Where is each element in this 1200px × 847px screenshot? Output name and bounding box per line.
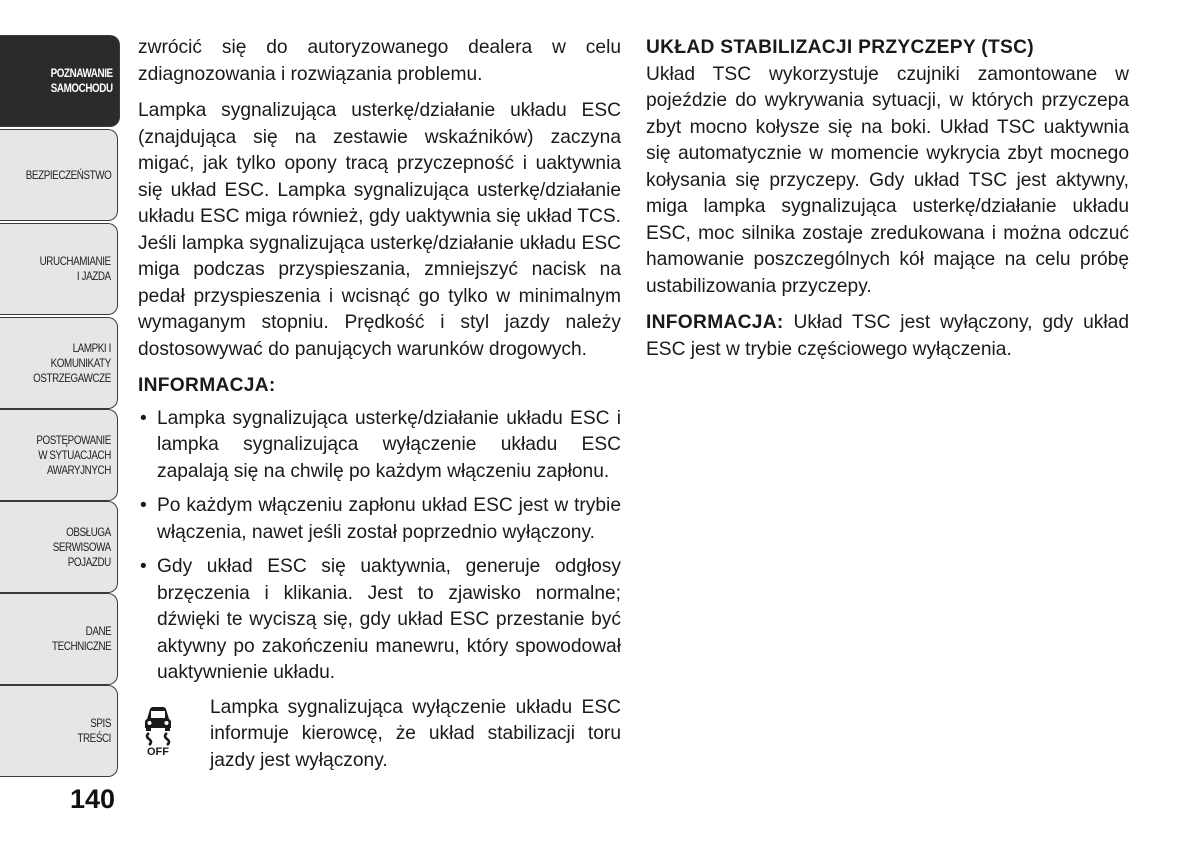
tab-label: URUCHAMIANIE I JAZDA [39, 254, 111, 283]
tab-label: POZNAWANIE SAMOCHODU [50, 66, 113, 95]
paragraph: Lampka sygnalizująca wyłączenie układu ESC informuje kierowcę, że układ stabilizacji toru jazdy jest wyłączony. [210, 696, 621, 771]
section-heading: UKŁAD STABILIZACJI PRZYCZEPY (TSC) [646, 37, 1034, 58]
tab-lampki-i-komunikaty[interactable] [0, 317, 118, 409]
tab-label: LAMPKI I KOMUNIKATY OSTRZEGAWCZE [33, 340, 111, 385]
tab-label: DANE TECHNICZNE [51, 624, 111, 653]
paragraph: zwrócić się do autoryzowanego dealera w celu zdiagnozowania i rozwiązania problemu. [138, 37, 621, 85]
info-heading: INFORMACJA: [138, 375, 276, 396]
tab-label: BEZPIECZEŃSTWO [25, 167, 111, 182]
off-label: OFF [147, 745, 169, 755]
tab-label: POSTĘPOWANIE W SYTUACJACH AWARYJNYCH [36, 432, 111, 477]
right-column [646, 35, 1129, 373]
left-column [138, 35, 621, 774]
paragraph: Układ TSC wykorzystuje czujniki zamontowane w pojeździe do wykrywania sytuacji, w których przyczepa zbyt mocno kołysze się na boki. Układ TSC uaktywnia się automatycznie w momencie wykrycia zbyt mocnego kołysania się przyczepy. Gdy układ TSC jest aktywny, miga lampka sygnalizująca usterkę/działanie układu ESC, moc silnika zostaje zredukowana i można odczuć hamowanie poszczególnych kół mające na celu próbę ustabilizowania przyczepy. [646, 63, 1129, 297]
info-label: INFORMACJA: [646, 312, 784, 333]
info-text: Układ TSC jest wyłączony, gdy układ ESC jest w trybie częściowego wyłączenia. [646, 312, 1129, 360]
tab-uruchamianie-i-jazda[interactable] [0, 223, 118, 315]
tab-bezpieczenstwo[interactable] [0, 129, 118, 221]
list-item: • Po każdym włączeniu zapłonu układ ESC jest w trybie włączenia, nawet jeśli został poprzednio wyłączony. [138, 493, 621, 546]
page-number: 140 [70, 784, 116, 814]
info-paragraph [646, 310, 1129, 363]
info-list [138, 406, 621, 687]
list-item: • Gdy układ ESC się uaktywnia, generuje odgłosy brzęczenia i klikania. Jest to zjawisko normalne; dźwięki te wyciszą się, gdy układ ESC przestanie być aktywny po zakończeniu manewru, który spowodował uaktywnienie układu. [138, 554, 621, 687]
tab-label: OBSŁUGA SERWISOWA POJAZDU [52, 524, 111, 569]
tab-poznawanie-samochodu[interactable] [0, 35, 120, 127]
tab-dane-techniczne[interactable] [0, 593, 118, 685]
tab-spis-tresci[interactable] [0, 685, 118, 777]
paragraph: Lampka sygnalizująca usterkę/działanie układu ESC (znajdująca się na zestawie wskaźników) zaczyna migać, jak tylko opony tracą przyczepność i uaktywnia się układ ESC. Lampka sygnalizująca usterkę/działanie układu ESC miga również, gdy uaktywnia się układ TCS. Jeśli lampka sygnalizująca usterkę/działanie układu ESC miga podczas przyspieszania, zmniejszyć nacisk na pedał przyspieszenia i wcisnąć go tylko w minimalnym wymaganym stopniu. Prędkość i styl jazdy należy dostosowywać do panujących warunków drogowych. [138, 100, 621, 360]
tab-label: SPIS TREŚCI [77, 716, 111, 745]
tab-obsluga-serwisowa[interactable] [0, 501, 118, 593]
esc-off-note [138, 695, 621, 775]
list-item: • Lampka sygnalizująca usterkę/działanie układu ESC i lampka sygnalizująca wyłączenie układu ESC zapalają się na chwilę po każdym włączeniu zapłonu. [138, 406, 621, 486]
tab-postepowanie-awaryjne[interactable] [0, 409, 118, 501]
esc-off-warning-icon [138, 695, 210, 764]
